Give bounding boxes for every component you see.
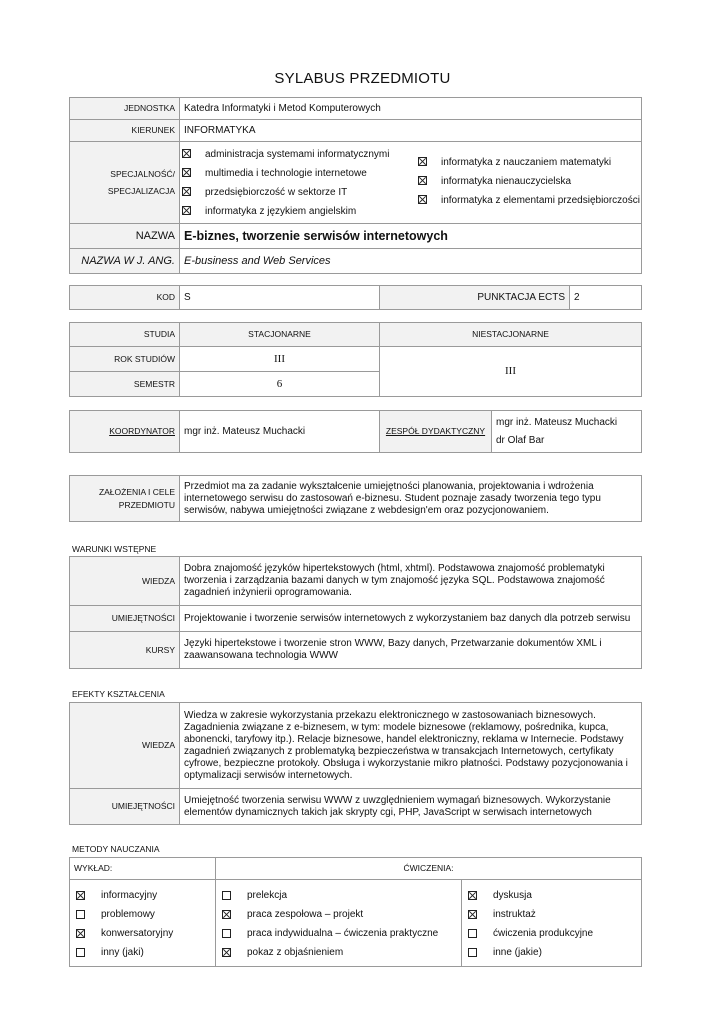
stacjonarne-header: STACJONARNE xyxy=(180,323,380,347)
kierunek-value: INFORMATYKA xyxy=(180,120,642,142)
checkbox-label: przedsiębiorczość w sektorze IT xyxy=(205,186,348,198)
checked-box-icon[interactable] xyxy=(222,948,231,957)
checkbox-option[interactable] xyxy=(182,202,418,221)
koordynator-label: KOORDYNATOR xyxy=(70,411,180,453)
checkbox-option[interactable] xyxy=(72,905,213,924)
studia-label: STUDIA xyxy=(70,323,180,347)
jednostka-value: Katedra Informatyki i Metod Komputerowych xyxy=(180,98,642,120)
warunki-kursy-text: Języki hipertekstowe i tworzenie stron WWW, Bazy danych, Przetwarzanie dokumentów XML i zaawansowana technologia WWW xyxy=(180,632,642,669)
checkbox-label: prelekcja xyxy=(247,890,288,901)
efekty-umiej-text: Umiejętność tworzenia serwisu WWW z uwzględnieniem wymagań biznesowych. Wykorzystanie elementów dynamicznych takich jak skrypty cgi, PHP, JavaScript w serwisach internetowych xyxy=(180,789,642,825)
nazwa-label: NAZWA xyxy=(70,224,180,249)
checked-box-icon[interactable] xyxy=(418,176,427,185)
kod-table xyxy=(69,285,642,310)
cwiczenia-options-2 xyxy=(462,880,642,967)
warunki-wiedza-text: Dobra znajomość języków hipertekstowych (html, xhtml). Podstawowa znajomość problematyki tworzenia i zarządzania bazami danych w tym znajomość języka SQL. Podstawowa znajomość zagadnień inżynierii oprogramowania. xyxy=(180,557,642,606)
spec-right-list xyxy=(418,143,640,223)
checkbox-label: praca zespołowa – projekt xyxy=(247,909,364,920)
empty-box-icon[interactable] xyxy=(222,891,231,900)
nazwa-value: E-biznes, tworzenie serwisów internetowych xyxy=(180,224,642,249)
checked-box-icon[interactable] xyxy=(418,157,427,166)
zespol-label: ZESPÓŁ DYDAKTYCZNY xyxy=(380,411,492,453)
warunki-wiedza-label: WIEDZA xyxy=(70,557,180,606)
warunki-umiej-text: Projektowanie i tworzenie serwisów internetowych z wykorzystaniem baz danych dla potrzeb serwisu xyxy=(180,606,642,632)
studia-table xyxy=(69,322,642,397)
zespol-value xyxy=(492,411,642,453)
checkbox-label: informacyjny xyxy=(101,890,158,901)
semestr-stac-value: 6 xyxy=(180,372,380,397)
niestacjonarne-header: NIESTACJONARNE xyxy=(380,323,642,347)
checkbox-option[interactable] xyxy=(418,172,640,191)
checked-box-icon[interactable] xyxy=(182,168,191,177)
empty-box-icon[interactable] xyxy=(222,929,231,938)
semestr-label: SEMESTR xyxy=(70,372,180,397)
efekty-umiej-label: UMIEJĘTNOŚCI xyxy=(70,789,180,825)
checkbox-label: inny (jaki) xyxy=(101,947,144,958)
checked-box-icon[interactable] xyxy=(418,195,427,204)
checkbox-label: praca indywidualna – ćwiczenia praktyczne xyxy=(247,928,439,939)
checkbox-option[interactable] xyxy=(218,905,459,924)
specjalnosc-label: SPECJALNOŚĆ/ SPECJALIZACJA xyxy=(70,142,180,224)
empty-box-icon[interactable] xyxy=(76,910,85,919)
checkbox-label: problemowy xyxy=(101,909,155,920)
checkbox-label: administracja systemami informatycznymi xyxy=(205,148,390,160)
checkbox-option[interactable] xyxy=(218,943,459,962)
checkbox-option[interactable] xyxy=(464,943,639,962)
empty-box-icon[interactable] xyxy=(76,948,85,957)
ects-value: 2 xyxy=(570,286,642,310)
metody-header: METODY NAUCZANIA xyxy=(72,844,160,854)
nazwa-ang-label: NAZWA W J. ANG. xyxy=(70,249,180,274)
checked-box-icon[interactable] xyxy=(468,891,477,900)
empty-box-icon[interactable] xyxy=(468,948,477,957)
checkbox-option[interactable] xyxy=(72,924,213,943)
warunki-kursy-label: KURSY xyxy=(70,632,180,669)
specjalnosc-options xyxy=(180,142,642,224)
checked-box-icon[interactable] xyxy=(222,910,231,919)
koordynator-value: mgr inż. Mateusz Muchacki xyxy=(180,411,380,453)
checkbox-label: konwersatoryjny xyxy=(101,928,174,939)
efekty-wiedza-label: WIEDZA xyxy=(70,703,180,789)
kod-label: KOD xyxy=(70,286,180,310)
nazwa-ang-value: E-business and Web Services xyxy=(180,249,642,274)
checked-box-icon[interactable] xyxy=(76,891,85,900)
warunki-header: WARUNKI WSTĘPNE xyxy=(72,544,157,554)
checkbox-label: multimedia i technologie internetowe xyxy=(205,167,367,179)
empty-box-icon[interactable] xyxy=(468,929,477,938)
checkbox-option[interactable] xyxy=(218,924,459,943)
info-table xyxy=(69,97,642,274)
kod-value: S xyxy=(180,286,380,310)
checked-box-icon[interactable] xyxy=(468,910,477,919)
zalozenia-table xyxy=(69,475,642,522)
zespol-member: dr Olaf Bar xyxy=(496,434,545,446)
warunki-table xyxy=(69,556,642,669)
niestac-value: III xyxy=(380,347,642,397)
efekty-table xyxy=(69,702,642,825)
checkbox-option[interactable] xyxy=(182,183,418,202)
efekty-wiedza-text: Wiedza w zakresie wykorzystania przekazu elektronicznego w zastosowaniach biznesowych. Zagadnienia związane z e-biznesem, w tym: modele biznesowe (reklamowy, pośrednika, kupca, abonencki, taryfowy itp.). Relacje biznesowe, handel elektroniczny, reklama w Internecie. Podstawy zagadnień związanych z problematyką bezpieczeństwa w transakcjach Internetowych, certyfikaty cyfrowe, bezpieczne protokoły. Obsługa i wykorzystanie mikro płatności. Podstawy pozycjonowania i optymalizacji serwisów internetowych. xyxy=(180,703,642,789)
metody-table xyxy=(69,857,642,967)
ects-label: PUNKTACJA ECTS xyxy=(380,286,570,310)
checkbox-option[interactable] xyxy=(464,886,639,905)
checkbox-label: instruktaż xyxy=(493,909,536,920)
checked-box-icon[interactable] xyxy=(182,206,191,215)
checkbox-option[interactable] xyxy=(418,191,640,210)
checkbox-label: informatyka z elementami przedsiębiorczości xyxy=(441,194,640,206)
jednostka-label: JEDNOSTKA xyxy=(70,98,180,120)
kierunek-label: KIERUNEK xyxy=(70,120,180,142)
checkbox-label: informatyka z nauczaniem matematyki xyxy=(441,156,612,168)
rok-stac-value: III xyxy=(180,347,380,372)
efekty-header: EFEKTY KSZTAŁCENIA xyxy=(72,689,165,699)
checkbox-option[interactable] xyxy=(464,924,639,943)
checkbox-option[interactable] xyxy=(464,905,639,924)
checkbox-option[interactable] xyxy=(72,886,213,905)
zalozenia-text: Przedmiot ma za zadanie wykształcenie umiejętności planowania, projektowania i wdrożenia internetowego serwisu do zastosowań e-biznesu. Student poznaje zasady tworzenia tego typu serwisów, nabywa umiejętności związane z webdesign'em oraz pozycjonowaniem. xyxy=(180,476,642,522)
checkbox-option[interactable] xyxy=(72,943,213,962)
checked-box-icon[interactable] xyxy=(76,929,85,938)
checkbox-label: informatyka z językiem angielskim xyxy=(205,205,357,217)
wyklad-label: WYKŁAD: xyxy=(70,858,216,880)
checkbox-option[interactable] xyxy=(182,145,418,164)
rok-label: ROK STUDIÓW xyxy=(70,347,180,372)
cwiczenia-options-1 xyxy=(216,880,462,967)
checkbox-option[interactable] xyxy=(418,153,640,172)
checkbox-label: ćwiczenia produkcyjne xyxy=(493,928,594,939)
checkbox-option[interactable] xyxy=(218,886,459,905)
checkbox-label: informatyka nienauczycielska xyxy=(441,175,572,187)
koordynator-table xyxy=(69,410,642,453)
spec-left-list xyxy=(180,143,418,223)
page-title: SYLABUS PRZEDMIOTU xyxy=(274,70,451,87)
wyklad-options xyxy=(70,880,216,967)
checkbox-label: dyskusja xyxy=(493,890,532,901)
checkbox-label: pokaz z objaśnieniem xyxy=(247,947,344,958)
zalozenia-label: ZAŁOŻENIA I CELE PRZEDMIOTU xyxy=(70,476,180,522)
checkbox-option[interactable] xyxy=(182,164,418,183)
zespol-member: mgr inż. Mateusz Muchacki xyxy=(496,416,618,428)
checkbox-label: inne (jakie) xyxy=(493,947,542,958)
checked-box-icon[interactable] xyxy=(182,187,191,196)
cwiczenia-label: ĆWICZENIA: xyxy=(216,858,642,880)
checked-box-icon[interactable] xyxy=(182,149,191,158)
warunki-umiej-label: UMIEJĘTNOŚCI xyxy=(70,606,180,632)
